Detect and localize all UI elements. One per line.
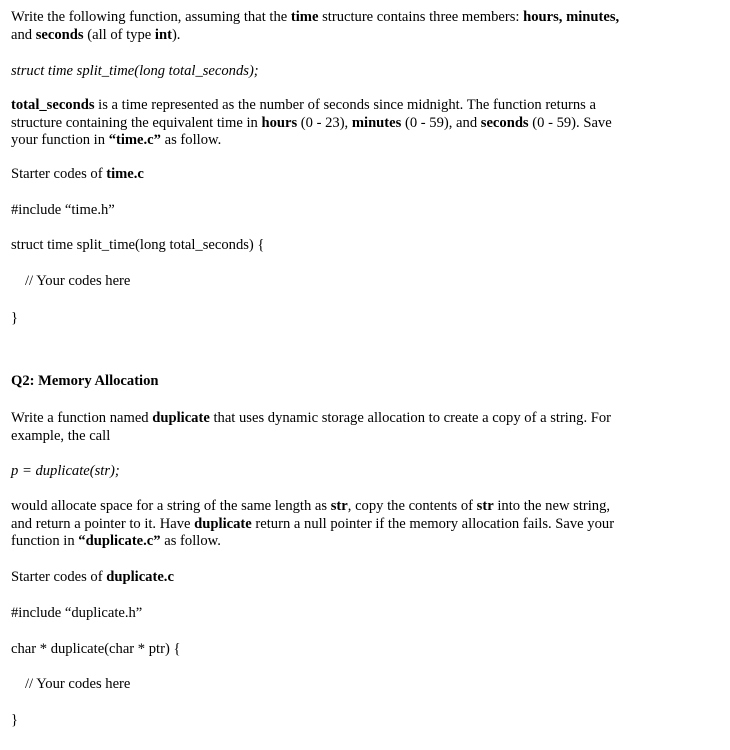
q1-prototype: struct time split_time(long total_seconds); bbox=[11, 63, 259, 79]
text-run: (all of type bbox=[83, 26, 155, 43]
bold-text: str bbox=[330, 498, 348, 514]
text-run: (0 - 23), bbox=[297, 114, 352, 131]
q1-body-comment: // Your codes here bbox=[25, 273, 131, 289]
q2-description bbox=[11, 498, 631, 551]
q1-closing-brace: } bbox=[11, 310, 19, 326]
text-run: , copy the contents of bbox=[347, 498, 477, 514]
text-run: and bbox=[11, 26, 36, 43]
q2-closing-brace: } bbox=[11, 712, 19, 728]
bold-text: str bbox=[476, 498, 494, 514]
text-run: structure contains three members: bbox=[318, 9, 524, 25]
q1-signature: struct time split_time(long total_seconds) { bbox=[11, 237, 265, 253]
bold-text: int bbox=[154, 26, 172, 43]
bold-text: duplicate bbox=[194, 515, 252, 532]
bold-text: hours, minutes, bbox=[523, 9, 620, 25]
bold-text: seconds bbox=[480, 114, 529, 131]
q2-signature: char * duplicate(char * ptr) { bbox=[11, 641, 181, 657]
text-run: would allocate space for a string of the same length as bbox=[11, 498, 331, 514]
bold-text: total_seconds bbox=[11, 97, 95, 113]
bold-text: seconds bbox=[35, 26, 84, 43]
q2-intro bbox=[11, 410, 631, 445]
bold-text: duplicate bbox=[152, 410, 210, 426]
q1-description bbox=[11, 97, 631, 150]
bold-text: time bbox=[290, 9, 319, 25]
bold-text: duplicate.c bbox=[106, 569, 174, 585]
q2-body-comment: // Your codes here bbox=[25, 676, 131, 692]
text-run: (0 - 59), and bbox=[401, 114, 481, 131]
text-run: Write a function named bbox=[11, 410, 153, 426]
bold-text: minutes bbox=[351, 114, 402, 131]
bold-text: hours bbox=[261, 114, 298, 131]
q2-starter-label bbox=[11, 569, 631, 587]
q1-starter-label bbox=[11, 166, 631, 184]
text-run: Starter codes of bbox=[11, 569, 107, 585]
text-run: as follow. bbox=[160, 533, 221, 549]
text-run: return a null pointer if the memory allocation fails. Save your function in bbox=[11, 515, 615, 549]
bold-text: time.c bbox=[106, 166, 144, 182]
q2-call: p = duplicate(str); bbox=[11, 463, 120, 479]
q1-intro bbox=[11, 9, 631, 44]
text-run: is a time represented as the number of seconds since midnight. The function returns a structure containing the equivalent time in bbox=[11, 97, 596, 131]
text-run: as follow. bbox=[160, 132, 222, 148]
bold-text: “time.c” bbox=[108, 132, 161, 148]
bold-text: “duplicate.c” bbox=[78, 533, 161, 549]
q2-include: #include “duplicate.h” bbox=[11, 605, 143, 621]
text-run: (0 - 59). Save your function in bbox=[11, 114, 612, 148]
text-run: ). bbox=[171, 26, 181, 43]
text-run: Starter codes of bbox=[11, 166, 107, 182]
q1-include: #include “time.h” bbox=[11, 202, 115, 218]
q2-heading: Q2: Memory Allocation bbox=[11, 373, 159, 389]
text-run: into the new string, and return a pointer to it. Have bbox=[11, 498, 611, 532]
text-run: Write the following function, assuming that the bbox=[11, 9, 291, 25]
text-run: that uses dynamic storage allocation to create a copy of a string. For example, the call bbox=[11, 410, 612, 444]
